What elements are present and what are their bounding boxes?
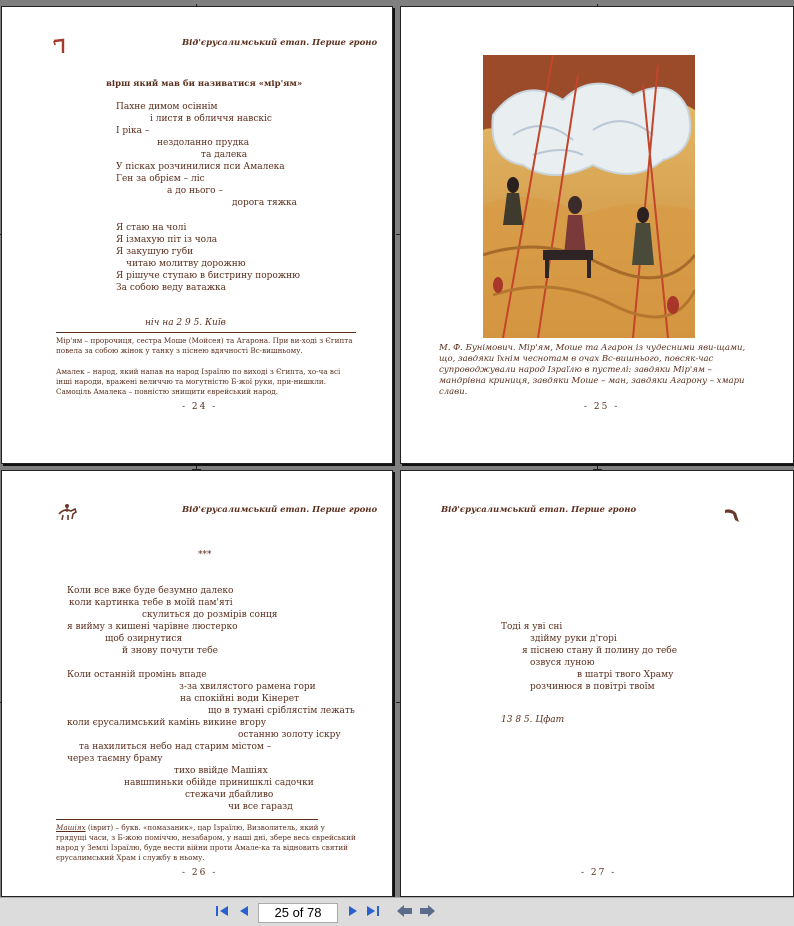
page-number-field[interactable]: 25 of 78 bbox=[258, 903, 338, 923]
footnote-term: Машіях bbox=[56, 823, 86, 832]
next-page-button[interactable] bbox=[344, 904, 362, 920]
last-page-icon bbox=[365, 904, 381, 918]
poem-line: на спокійні води Кінерет bbox=[180, 694, 300, 704]
previous-page-icon bbox=[237, 904, 251, 918]
poem-line: розчинюся в повітрі твоїм bbox=[530, 682, 655, 692]
poem-line: я піснею стану й полину до тебе bbox=[522, 646, 678, 656]
poem-line: коли картинка тебе в моїй пам'яті bbox=[69, 598, 233, 608]
footnote: Мір'ям – пророчиця, сестра Моше (Мойсея) та Агарона. При ви-ході з Єгипта повела за собою жінок у танку з піснею вдячності Вс-вишньому. bbox=[56, 336, 353, 355]
back-button[interactable] bbox=[396, 904, 414, 920]
footnote bbox=[56, 823, 356, 863]
forward-button[interactable] bbox=[418, 904, 436, 920]
poem-date: ніч на 2 9 5. Київ bbox=[145, 318, 226, 328]
shofar-icon bbox=[723, 506, 741, 524]
page-25 bbox=[400, 6, 794, 464]
previous-page-button[interactable] bbox=[235, 904, 253, 920]
last-page-button[interactable] bbox=[364, 904, 382, 920]
poem-line: Я рішуче ступаю в бистрину порожню bbox=[116, 271, 300, 281]
navigation-toolbar bbox=[0, 897, 794, 926]
poem-line: та далека bbox=[201, 150, 248, 160]
page-24 bbox=[1, 6, 393, 464]
poem-line: Пахне димом осіннім bbox=[116, 102, 218, 112]
page-number: - 27 - bbox=[581, 868, 617, 878]
poem-line: з-за хвилястого рамена гори bbox=[179, 682, 316, 692]
footnote: Амалек – народ, який напав на народ Ізраїлю по виході з Єгипта, хо-ча всі інші народи, вражені величчю та могутністю Б-жої руки, при-нишкли. Самоціль Амалека – повністю знищити єврейський народ. bbox=[56, 367, 341, 396]
poem-line: тихо ввійде Машіях bbox=[174, 766, 268, 776]
poem-line: Коли останній промінь впаде bbox=[67, 670, 207, 680]
first-page-button[interactable] bbox=[213, 904, 231, 920]
poem-line: читаю молитву дорожню bbox=[126, 259, 246, 269]
poem-line: Ген за обрієм – ліс bbox=[116, 174, 205, 184]
footnote-rule bbox=[56, 332, 356, 333]
forward-arrow-icon bbox=[418, 904, 436, 918]
illustration-caption: М. Ф. Бунімович. Мір'ям, Моше та Агарон із чудесними яви-щами, що, завдяки їхнім чеснотам в очах Вс-вишнього, повсяк-час супроводжували народ Ізраїлю в пустелі: завдяки Мір'ям – мандрівна криниця, завдяки Моше – ман, завдяки Агарону – хмари слави. bbox=[439, 343, 746, 397]
poem-line: озвуся луною bbox=[530, 658, 595, 668]
poem-line: навшпиньки обійде принишклі садочки bbox=[124, 778, 314, 788]
poem-line: щоб озирнутися bbox=[105, 634, 183, 644]
running-header: Від'єрусалимський етап. Перше гроно bbox=[441, 505, 637, 515]
poem-title: вірш який мав би називатися «мір'ям» bbox=[106, 79, 303, 89]
poem-line: скулиться до розмірів сонця bbox=[142, 610, 278, 620]
poem-line: Я стаю на чолі bbox=[116, 223, 187, 233]
poem-line: в шатрі твого Храму bbox=[577, 670, 674, 680]
poem-line: і листя в обличчя навскіс bbox=[150, 114, 272, 124]
back-arrow-icon bbox=[396, 904, 414, 918]
running-header: Від'єрусалимський етап. Перше гроно bbox=[182, 38, 378, 48]
poem-date: 13 8 5. Цфат bbox=[501, 715, 565, 725]
poem-line: За собою веду ватажка bbox=[116, 283, 226, 293]
poem-line: коли єрусалимський камінь викине вгору bbox=[67, 718, 267, 728]
poem-line: Я ізмахую піт із чола bbox=[116, 235, 218, 245]
poem-line: стежачи дбайливо bbox=[185, 790, 274, 800]
stanza-separator: *** bbox=[198, 550, 212, 560]
running-header: Від'єрусалимський етап. Перше гроно bbox=[182, 505, 378, 515]
poem-line: І ріка – bbox=[116, 126, 150, 136]
poem-line: Я закушую губи bbox=[116, 247, 194, 257]
first-page-icon bbox=[214, 904, 230, 918]
illustration-image bbox=[483, 55, 695, 338]
page-number: - 26 - bbox=[182, 868, 218, 878]
poem-line: У пісках розчинилися пси Амалека bbox=[116, 162, 285, 172]
poem-line: через таємну браму bbox=[67, 754, 163, 764]
poem-line: й знову почути тебе bbox=[122, 646, 218, 656]
poem-line: чи все гаразд bbox=[228, 802, 293, 812]
footnote-rule bbox=[56, 819, 318, 820]
hebrew-letter-icon bbox=[52, 37, 66, 55]
poem-line: а до нього – bbox=[167, 186, 223, 196]
poem-line: що в тумані сріблястім лежать bbox=[208, 706, 355, 716]
next-page-icon bbox=[346, 904, 360, 918]
horse-rider-icon bbox=[56, 502, 80, 522]
poem-line: я вийму з кишені чарівне люстерко bbox=[67, 622, 238, 632]
footnote-text: (іврит) – букв. «помазаник», цар Ізраїлю, Визволитель, який у грядущі часи, з Б-жою поміччю, незабаром, у наші дні, збере весь єврейський народ у Землі Ізраїлю, буде вести війни проти Амале-ка та відновить святий єрусалимський Храм і службу в ньому. bbox=[56, 823, 356, 862]
poem-line: останню золоту іскру bbox=[238, 730, 341, 740]
poem-line: дорога тяжка bbox=[232, 198, 298, 208]
page-number: - 24 - bbox=[182, 402, 218, 412]
poem-line: Коли все вже буде безумно далеко bbox=[67, 586, 234, 596]
page-number: - 25 - bbox=[584, 402, 620, 412]
page-26 bbox=[1, 470, 393, 897]
page-27 bbox=[400, 470, 794, 897]
poem-line: нездоланно прудка bbox=[157, 138, 250, 148]
poem-line: Тоді я уві сні bbox=[501, 622, 563, 632]
poem-line: здійму руки д'горі bbox=[530, 634, 617, 644]
poem-line: та нахилиться небо над старим містом – bbox=[79, 742, 272, 752]
